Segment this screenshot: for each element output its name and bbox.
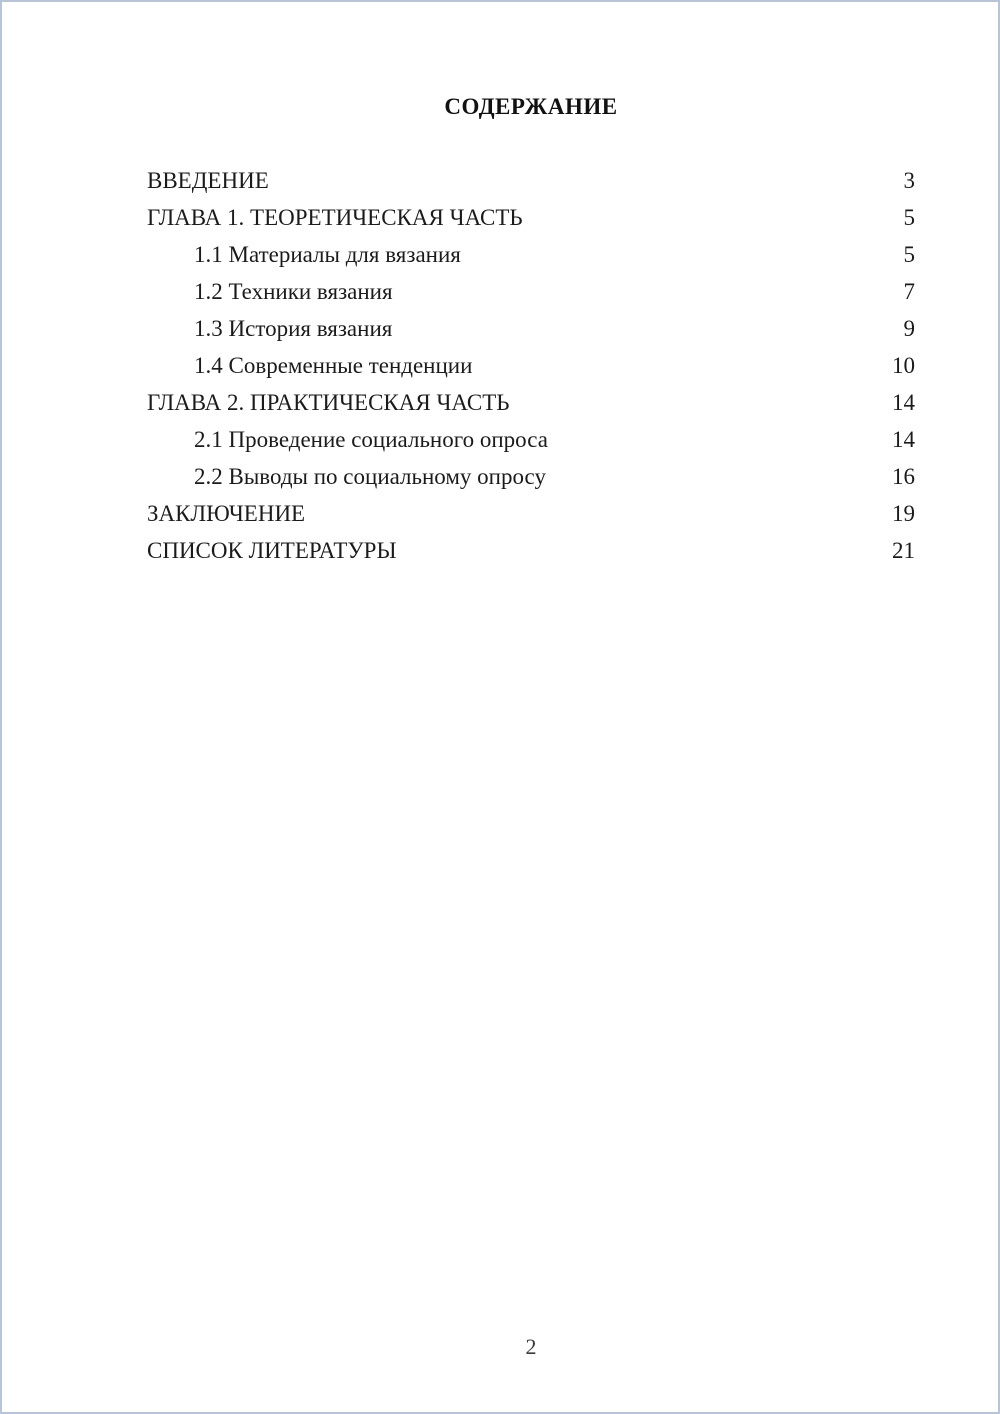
toc-entry-page: 14 [892,427,915,452]
toc-entry-page: 9 [903,316,915,341]
toc-entry-label: 1.2 Техники вязания [194,279,393,304]
toc-entry-label: 1.4 Современные тенденции [194,353,473,378]
toc-entry-page: 5 [903,242,915,267]
toc-row [147,495,915,532]
toc-entry-page: 21 [892,538,915,563]
toc-row [147,162,915,199]
page-content [2,2,998,569]
toc-row [147,532,915,569]
toc-entry-page: 5 [903,205,915,230]
toc-entry-label: ГЛАВА 1. ТЕОРЕТИЧЕСКАЯ ЧАСТЬ [147,205,523,230]
toc-entry-page: 7 [903,279,915,304]
toc-entry-page: 19 [892,501,915,526]
toc-row [147,458,915,495]
toc-entry-label: 1.3 История вязания [194,316,393,341]
page-number-footer: 2 [525,1334,537,1359]
toc-row [147,273,915,310]
toc-entry-label: ЗАКЛЮЧЕНИЕ [147,501,306,526]
toc-entry-page: 3 [903,168,915,193]
toc-entry-label: 1.1 Материалы для вязания [194,242,461,267]
toc-row [147,347,915,384]
toc-entry-label: 2.1 Проведение социального опроса [194,427,548,452]
toc-entry-label: ГЛАВА 2. ПРАКТИЧЕСКАЯ ЧАСТЬ [147,390,510,415]
toc-row [147,384,915,421]
toc-row [147,199,915,236]
page-title: СОДЕРЖАНИЕ [444,94,618,119]
toc-entry-label: 2.2 Выводы по социальному опросу [194,464,546,489]
table-of-contents [147,162,915,569]
toc-entry-page: 16 [892,464,915,489]
toc-entry-label: ВВЕДЕНИЕ [147,168,269,193]
toc-entry-page: 10 [892,353,915,378]
toc-row [147,236,915,273]
toc-row [147,310,915,347]
toc-entry-label: СПИСОК ЛИТЕРАТУРЫ [147,538,397,563]
toc-row [147,421,915,458]
toc-entry-page: 14 [892,390,915,415]
